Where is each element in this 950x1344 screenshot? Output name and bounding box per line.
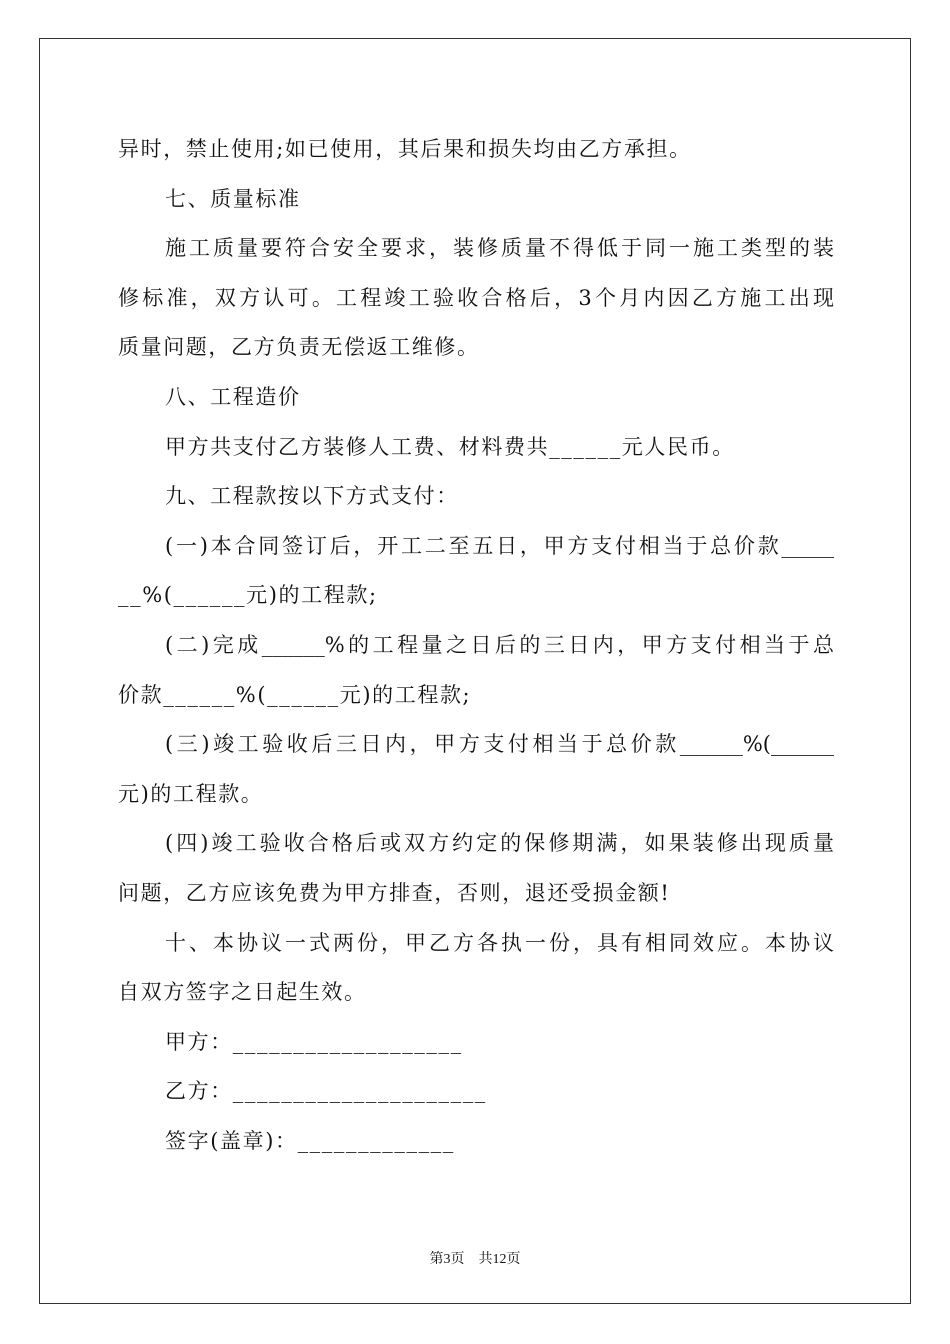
paragraph-line: 自双方签字之日起生效。 — [118, 980, 367, 1005]
page-total: 共12页 — [478, 1252, 521, 1267]
paragraph-line: (一)本合同签订后，开工二至五日，甲方支付相当于总价款_____ — [165, 533, 834, 558]
section-heading-payment: 九、工程款按以下方式支付： — [165, 484, 459, 509]
signature-party-a: 甲方：___________________ — [165, 1029, 463, 1054]
paragraph-line: (三)竣工验收后三日内，甲方支付相当于总价款______%(______ — [165, 732, 834, 757]
paragraph-line: 元)的工程款。 — [118, 781, 264, 806]
paragraph-line: 施工质量要符合安全要求，装修质量不得低于同一施工类型的装 — [165, 236, 834, 261]
page-footer — [0, 1248, 950, 1268]
section-heading-cost: 八、工程造价 — [165, 384, 301, 409]
signature-seal: 签字(盖章)：_____________ — [165, 1128, 455, 1153]
paragraph-line: 修标准，双方认可。工程竣工验收合格后，3个月内因乙方施工出现 — [118, 285, 834, 310]
paragraph-line: 质量问题，乙方负责无偿返工维修。 — [118, 335, 480, 360]
paragraph-line: 十、本协议一式两份，甲乙方各执一份，具有相同效应。本协议 — [165, 930, 834, 955]
paragraph-line: __%(______元)的工程款; — [118, 583, 378, 608]
paragraph-line: (二)完成______%的工程量之日后的三日内，甲方支付相当于总 — [165, 632, 834, 657]
paragraph-line: 问题，乙方应该免费为甲方排查，否则，退还受损金额! — [118, 880, 671, 905]
paragraph-line: 价款______%(______元)的工程款; — [118, 682, 472, 707]
paragraph-line: (四)竣工验收合格后或双方约定的保修期满，如果装修出现质量 — [165, 831, 834, 856]
section-heading-quality: 七、质量标准 — [165, 186, 301, 211]
document-body — [118, 125, 834, 1166]
page-number: 第3页 — [429, 1252, 465, 1267]
paragraph-line: 异时，禁止使用;如已使用，其后果和损失均由乙方承担。 — [118, 137, 692, 161]
signature-party-b: 乙方：_____________________ — [165, 1079, 487, 1104]
paragraph-line: 甲方共支付乙方装修人工费、材料费共______元人民币。 — [165, 434, 735, 459]
